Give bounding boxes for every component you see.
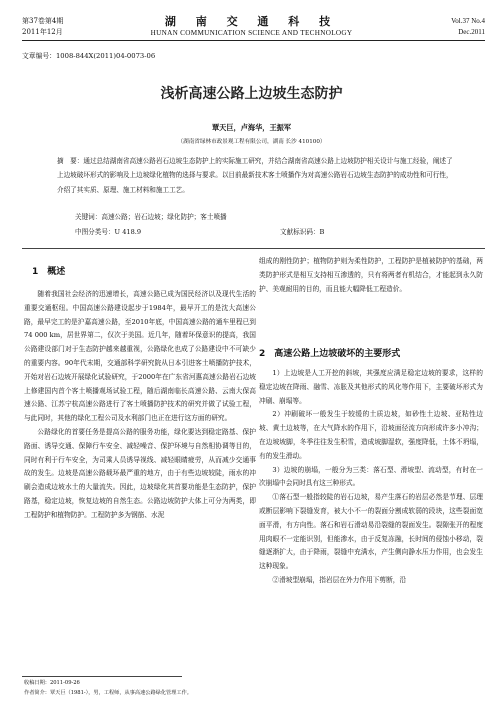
right-column xyxy=(259,255,483,296)
clc-number: 中图分类号：U 418.9 xyxy=(75,228,142,236)
section-2-body xyxy=(259,367,483,588)
journal-title-en: HUNAN COMMUNICATION SCIENCE AND TECHNOLOGY xyxy=(150,29,353,37)
right-intro-paragraph: 组成的刚性防护；植物防护则为柔性防护，工程防护是植被防护的基础，两类防护形式是相互支持相互渗透的，只有将两者有机结合，才能起到永久防护、美观耐用的目的，而且能大幅降低工程造价。 xyxy=(259,257,483,293)
section-1-paragraph: 公路绿化的首要任务是提高公路的服务功能，绿化要达到稳定路基、保护路面、诱导交通、保障行车安全、减轻噪音、保护环境与自然相协调等目的，同时有利于行车安全，为司乘人员诱导视线、减轻眼睛疲劳，从而减少交通事故的发生。边坡是高速公路载环最严重的地方，由于有些边坡较陡，雨水的冲刷会造成边坡水土的大量流失。因此，边坡绿化其首要功能是生态防护，保护路基，稳定边坡，恢复边坡的自然生态。公路边坡防护大体上可分为两类，即工程防护和植物防护。工程防护多为钢筋、水泥 xyxy=(24,427,256,519)
volume-en: Vol.37 No.4 xyxy=(451,17,485,25)
abstract: 摘 要：通过总结湖南省高速公路岩石边坡生态防护上的实际施工研究，并结合湖南省高速公路上边坡防护相关设计与施工经验，阐述了上边坡破坏形式的影响及上边坡绿化植物的选择与要求。以目前最新技术客土喷播作为对高速公路岩石边坡生态防护的成功性和可行性，介绍了其实质、原理、施工材料和施工工艺。 xyxy=(57,157,453,194)
date-en: Dec.2011 xyxy=(458,28,485,36)
section-2-paragraph: 3）边坡的崩塌，一般分为三类：落石型、滑坡型、流动型，有时在一次崩塌中会同时具有这三种形式。 xyxy=(259,465,483,488)
section-2-paragraph: ①落石型一般指较陡的岩石边坡，易产生落石的岩层必然是节理、层理或断层影响下裂缝发育，被大小不一的裂面分割成软弱的段块，这些裂面宽面平滑，有方向性。落石和岩石滑动易沿裂缝的裂面发生。裂隙张开的程度用肉眼不一定能识别，但能渗水，由于反复冻融，长时间的侵蚀小移动，裂缝逐渐扩大，由于降雨，裂缝中充满水，产生侧向静水压力作用，也会发生这种现象。 xyxy=(259,493,483,571)
header-volume xyxy=(451,16,485,38)
footnote-received: 收稿日期：2011-09-26 xyxy=(24,680,80,686)
section-1-paragraph: 随着我国社会经济的迅速增长，高速公路已成为国民经济以及现代生活的重要交通枢纽。中国高速公路建设起步于1984年，最早开工的是沈大高速公路，最早完工的是沪嘉高速公路，至2010年底，中国高速公路的通车里程已到74 000 km，居世界第二，仅次于美国。近几年，随着环保意识的提高，我国公路建设部门对于生态防护越来越重视，公路绿化也成了公路建设中不可缺少的重要内容。90年代末期，交通部科学研究院从日本引进客土喷播防护技术，开始对岩石边坡开展绿化试验研究，于2000年在广东省河惠高速公路岩石边坡上修建国内首个客土喷播观场试验工程，随后湖南临长高速公路、云南大保高速公路、江苏宁杭高速公路进行了客土喷播防护技术的研究并做了试验工程，与此同时，其他的绿化工程公司及水利部门也正在进行这方面的研究。 xyxy=(24,290,256,423)
journal-title-cn: 湖 南 交 通 科 技 xyxy=(164,15,339,28)
keywords: 关键词：高速公路；岩石边坡；绿化防护；客土喷播 xyxy=(75,213,227,221)
document-code: 文献标识码：B xyxy=(280,228,325,236)
header-rule xyxy=(22,40,485,41)
authors: 覃天巨，卢海华，王振军 xyxy=(211,123,292,132)
footnote-rule xyxy=(22,676,182,677)
abstract-rule xyxy=(22,248,485,249)
affiliation: （湖南省绿林市政景观工程有限公司，湖南 长沙 410100） xyxy=(177,139,326,145)
footnote-author: 作者简介：覃天巨（1981-），男，工程师，从事高速公路绿化管理工作。 xyxy=(24,690,192,696)
section-2-paragraph: 2）冲刷破坏一般发生于较缓的土质边坡，如砂性土边坡、亚粘性边坡、黄土边坡等，在大气降水的作用下，沿坡面径流方向形成许多小冲沟；在边坡坡脚，冬季往往发生积雪，造成坡脚湿软，强度降低，土体不坍塌，有的发生滑动。 xyxy=(259,410,483,460)
section-2-paragraph: 1）上边坡是人工开挖的斜坡，其强度应满足稳定边坡的要求，这样的稳定边坡在降雨、融雪、冻胀及其他形式的风化等作用下，主要破坏形式为冲刷、崩塌等。 xyxy=(259,369,483,405)
paper-title: 浅析高速公路上边坡生态防护 xyxy=(160,86,343,102)
left-column xyxy=(24,288,256,523)
section-1-heading: 1 概述 xyxy=(32,267,66,277)
section-2-paragraph: ②滑坡型崩塌，指岩层在外力作用下剪断，沿 xyxy=(272,575,407,584)
issue-date: 2011年12月 xyxy=(22,28,63,36)
issue-number: 第37卷第4期 xyxy=(22,17,64,25)
article-number: 文章编号：1008-844X(2011)04-0073-06 xyxy=(22,52,156,60)
section-2-heading: 2 高速公路上边坡破坏的主要形式 xyxy=(259,349,401,359)
